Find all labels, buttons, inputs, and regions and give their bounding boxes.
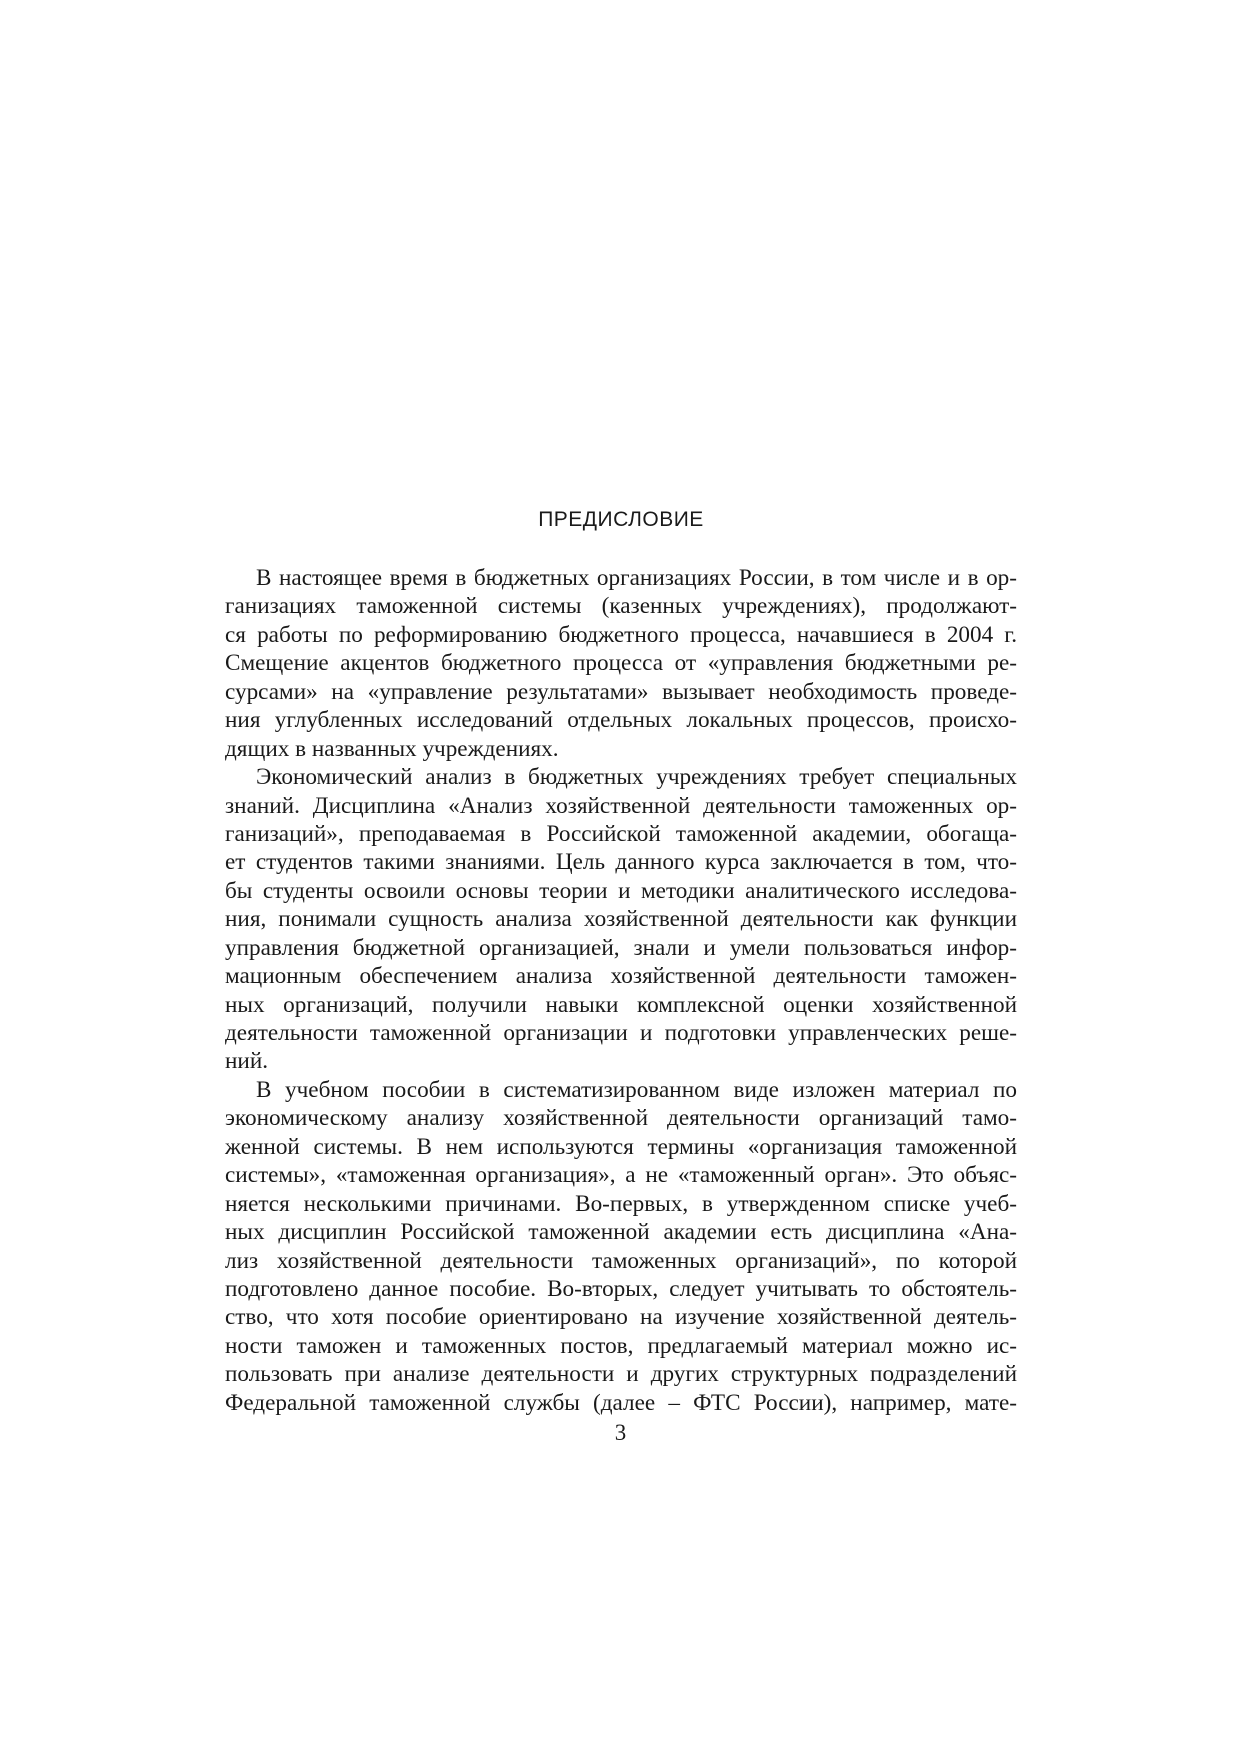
text-line: Экономический анализ в бюджетных учреждениях требует специальных [256,764,1017,791]
text-line: деятельности таможенной организации и подготовки управленческих реше- [225,1020,1017,1046]
text-line: ния, понимали сущность анализа хозяйственной деятельности как функции [225,906,1017,933]
text-line: ных организаций, получили навыки комплексной оценки хозяйственной [225,991,1017,1018]
text-line: мационным обеспечением анализа хозяйственной деятельности таможен- [225,963,1017,990]
text-line: В учебном пособии в систематизированном виде изложен материал по [256,1076,1017,1103]
text-line: управления бюджетной организацией, знали и умели пользоваться инфор- [225,934,1017,961]
text-line: ганизаций», преподаваемая в Российской таможенной академии, обогаща- [225,820,1017,847]
text-line: сурсами» на «управление результатами» вызывает необходимость проведе- [225,678,1017,705]
text-line: ний. [225,1048,269,1075]
text-line: пользовать при анализе деятельности и других структурных подразделений [225,1361,1017,1388]
text-line: ных дисциплин Российской таможенной академии есть дисциплина «Ана- [225,1219,1017,1246]
text-line: системы», «таможенная организация», а не «таможенный орган». Это объяс- [225,1162,1017,1189]
preface-body [225,564,1017,1417]
text-line: ет студентов такими знаниями. Цель данного курса заключается в том, что- [225,849,1017,876]
text-line: бы студенты освоили основы теории и методики аналитического исследова- [225,877,1017,904]
text-line: ганизациях таможенной системы (казенных учреждениях), продолжают- [225,593,1017,620]
text-line: ство, что хотя пособие ориентировано на изучение хозяйственной деятель- [225,1304,1017,1331]
text-line: Федеральной таможенной службы (далее – ФТС России), например, мате- [225,1389,1017,1416]
text-line: лиз хозяйственной деятельности таможенных организаций», по которой [225,1247,1017,1274]
page-heading: ПРЕДИСЛОВИЕ [538,508,704,531]
text-line: знаний. Дисциплина «Анализ хозяйственной деятельности таможенных ор- [225,792,1017,819]
text-line: ния углубленных исследований отдельных локальных процессов, происхо- [225,707,1017,734]
text-line: женной системы. В нем используются термины «организация таможенной [225,1133,1017,1160]
text-line: Смещение акцентов бюджетного процесса от «управления бюджетными ре- [225,650,1017,677]
text-line: ности таможен и таможенных постов, предлагаемый материал можно ис- [225,1332,1017,1359]
text-line: подготовлено данное пособие. Во-вторых, следует учитывать то обстоятель- [225,1275,1017,1302]
text-line: В настоящее время в бюджетных организациях России, в том числе и в ор- [256,565,1017,591]
text-line: ся работы по реформированию бюджетного процесса, начавшиеся в 2004 г. [225,621,1017,648]
text-line: экономическому анализу хозяйственной деятельности организаций тамо- [225,1105,1017,1132]
text-line: няется несколькими причинами. Во-первых, в утвержденном списке учеб- [225,1190,1017,1217]
text-line: дящих в названных учреждениях. [225,735,559,762]
page-number: 3 [614,1420,627,1445]
